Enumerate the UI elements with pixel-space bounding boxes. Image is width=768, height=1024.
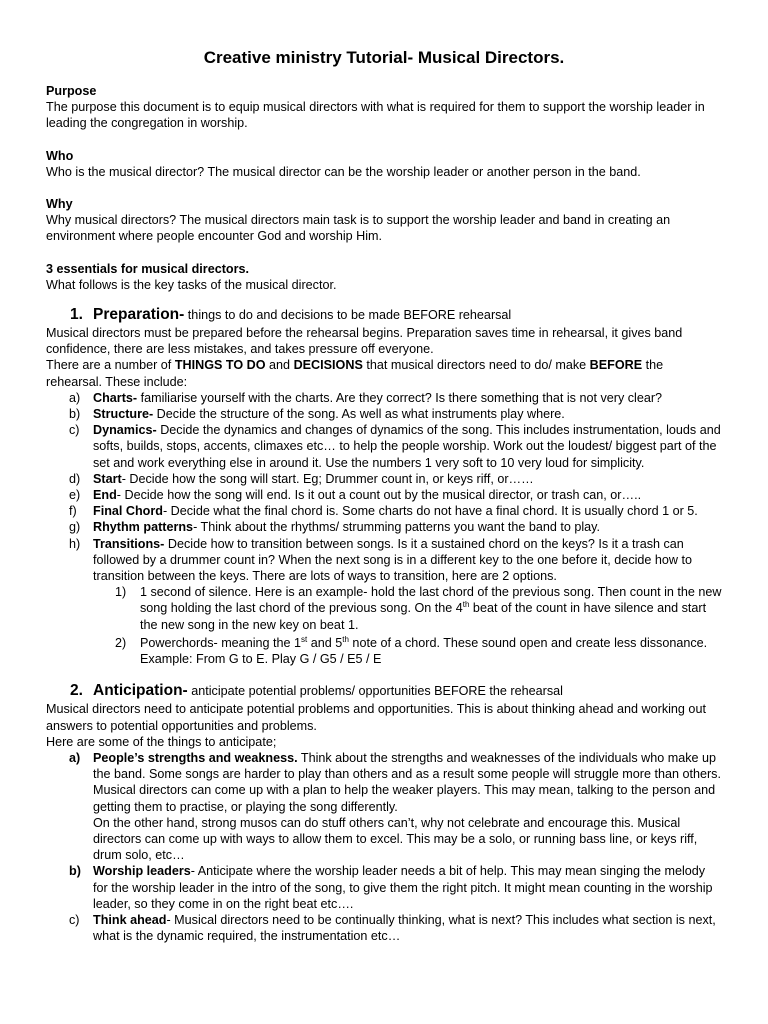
section-title: Preparation- [93,306,185,324]
essentials-section [46,261,722,293]
list-item [69,390,722,406]
section-heading-anticipation [46,681,722,701]
superscript: th [342,634,349,644]
purpose-section [46,83,722,132]
list-marker: 2) [115,635,127,650]
purpose-text: The purpose this document is to equip musical directors with what is required for them to support the worship leader in leading the congregation in worship. [46,100,705,131]
item-label: Think ahead [93,912,167,927]
item-label: Charts- [93,390,138,405]
list-item [69,503,722,519]
section-intro-2 [46,357,722,389]
list-item [115,584,722,633]
item-text: and 5 [307,635,343,650]
list-item [69,519,722,535]
who-section [46,148,722,180]
section-subtitle: anticipate potential problems/ opportunities BEFORE the rehearsal [187,684,563,699]
section-number: 1. [70,306,83,324]
item-text: Think about the strengths and weaknesses of the individuals who make up the band. Some songs are harder to play than others and as a result some people will struggle more than others. Musical directors can come up with a plan to help the weaker players. This may mean, talking to the person and getting them to practise, or playing the song differently. [93,750,721,814]
list-marker: e) [69,488,81,503]
item-text: - Decide what the final chord is. Some charts do not have a final chord. It is usually chord 1 or 5. [162,504,698,519]
item-label: Final Chord [93,504,163,519]
superscript: th [462,600,470,610]
list-item [69,471,722,487]
list-item [69,422,722,471]
list-marker: b) [69,407,81,422]
why-section [46,196,722,245]
item-label: Structure- [93,407,154,422]
item-label: Transitions- [93,536,165,551]
list-item [69,750,722,863]
intro-text: and [265,358,294,373]
document-title: Creative ministry Tutorial- Musical Directors. [203,48,565,67]
list-item [69,536,722,668]
section-intro: Musical directors must be prepared before the rehearsal begins. Preparation saves time in rehearsal, it gives band confidence, there are less mistakes, and takes pressure off everyone. [46,326,683,357]
item-text: Decide how to transition between songs. Is it a sustained chord on the keys? Is it a trash can followed by a drummer count in? When the next song is in a different key to the one before it, decide how to transition between the keys. There are lots of ways to transition, here are 2 options. [93,536,693,584]
purpose-heading: Purpose [46,84,97,98]
section-intro-2: Here are some of the things to anticipate; [46,734,277,749]
item-text: Decide the structure of the song. As well as what instruments play where. [153,407,565,422]
list-marker: c) [69,912,80,927]
intro-bold: DECISIONS [293,358,363,373]
item-text: familiarise yourself with the charts. Are they correct? Is there something that is not very clear? [137,390,663,405]
intro-text: There are a number of [46,358,175,373]
list-marker: b) [69,864,81,879]
item-label: Worship leaders [93,864,191,879]
who-heading: Who [46,148,74,163]
list-marker: a) [69,750,81,765]
section-heading-preparation [46,305,722,325]
section-subtitle: things to do and decisions to be made BEFORE rehearsal [184,308,512,323]
item-label: End [93,488,117,503]
item-text: - Musical directors need to be continually thinking, what is next? This includes what section is next, what is the dynamic required, the instrumentation etc… [93,912,716,944]
list-marker: d) [69,471,81,486]
item-text: beat of the count in have silence and start the new song in the new key on beat 1. [140,601,707,632]
item-text: - Anticipate where the worship leader needs a bit of help. This may mean singing the melody for the worship leader in the intro of the song, to give them the right pitch. It might mean counting in the worship leader, so they come in on the right beat etc…. [93,864,713,911]
transition-options-list [93,584,722,667]
intro-text: that musical directors need to do/ make [362,358,590,373]
intro-bold: BEFORE [589,358,643,373]
superscript: st [301,634,308,644]
why-text: Why musical directors? The musical directors main task is to support the worship leader and band in creating an environment where people encounter God and worship Him. [46,213,671,244]
essentials-text: What follows is the key tasks of the musical director. [46,277,337,292]
list-marker: g) [69,520,81,535]
item-text: note of a chord. These sound open and create less dissonance. Example: From G to E. Play G / G5 / E5 / E [140,635,708,667]
item-text: - Think about the rhythms/ strumming patterns you want the band to play. [193,520,601,535]
intro-text: the rehearsal. These include: [46,358,664,389]
anticipation-list [46,750,722,944]
section-number: 2. [70,682,83,700]
list-marker: h) [69,536,81,551]
item-label: Start [93,471,122,486]
preparation-list [46,390,722,667]
list-marker: c) [69,423,80,438]
list-item [69,406,722,422]
section-title: Anticipation- [93,682,188,700]
who-text: Who is the musical director? The musical director can be the worship leader or another person in the band. [46,164,641,179]
list-item [115,634,722,667]
list-marker: f) [69,504,77,519]
item-text: - Decide how the song will end. Is it out a count out by the musical director, or trash can, or….. [116,488,642,503]
item-text: On the other hand, strong musos can do stuff others can’t, why not celebrate and encourage this. Musical directors can come up with ways to allow them to excel. This may be a solo, or running bass line, or keys riff, drum solo, etc… [93,815,698,863]
list-marker: a) [69,390,81,405]
list-marker: 1) [115,585,127,600]
list-item [69,487,722,503]
item-text: Decide the dynamics and changes of dynamics of the song. This includes instrumentation, louds and softs, builds, stops, accents, climaxes etc… to help the people worship. Work out the loudest/ biggest part of the set and work everything else in around it. Use the numbers 1 very soft to 10 very loud for simplicity. [93,423,721,470]
item-label: Dynamics- [93,423,157,438]
why-heading: Why [46,197,73,212]
intro-bold: THINGS TO DO [174,358,266,373]
item-text: 1 second of silence. Here is an example- hold the last chord of the previous song. Then count in the new song holding the last chord of the previous song. On the 4 [140,585,722,616]
section-intro: Musical directors need to anticipate potential problems and opportunities. This is about thinking ahead and working out answers to potential opportunities and problems. [46,702,706,733]
list-item [69,912,722,944]
item-text: Powerchords- meaning the 1 [140,635,302,650]
essentials-heading: 3 essentials for musical directors. [46,261,249,276]
item-label: Rhythm patterns [93,520,194,535]
list-item [69,863,722,912]
item-text: - Decide how the song will start. Eg; Drummer count in, or keys riff, or…… [121,471,534,486]
item-label: People’s strengths and weakness. [93,750,298,765]
